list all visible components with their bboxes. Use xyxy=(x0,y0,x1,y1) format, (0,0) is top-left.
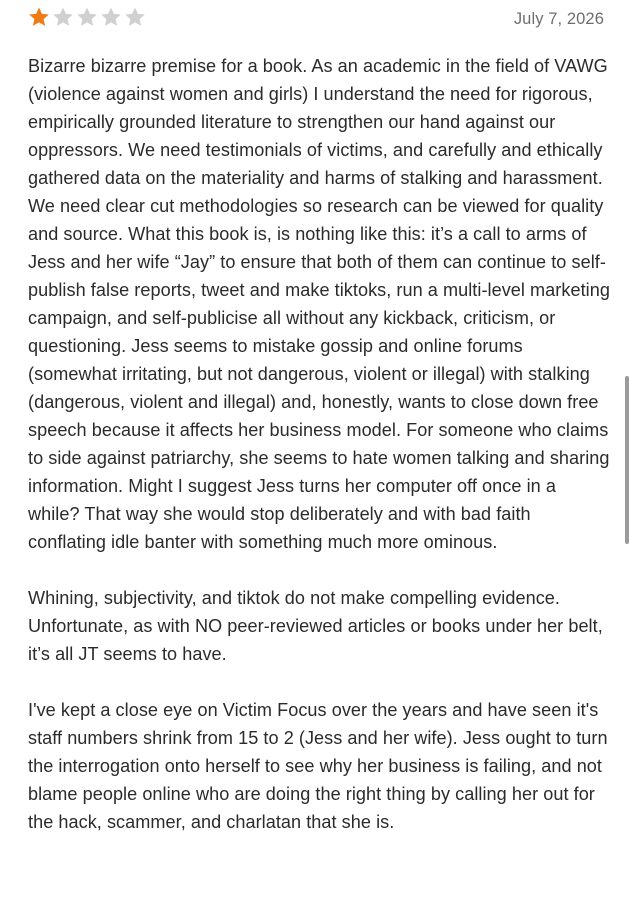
review-paragraph: Whining, subjectivity, and tiktok do not make compelling evidence. Unfortunate, as with NO peer-reviewed articles or books under her belt, it’s all JT seems to have. xyxy=(28,588,603,664)
review-paragraph: Bizarre bizarre premise for a book. As an academic in the field of VAWG (violence against women and girls) I understand the need for rigorous, empirically grounded literature to strengthen our hand against our oppressors. We need testimonials of victims, and carefully and ethically gathered data on the materiality and harms of stalking and harassment. We need clear cut methodologies so research can be viewed for quality and source. What this book is, is nothing like this: it’s a call to arms of Jess and her wife “Jay” to ensure that both of them can continue to self-publish false reports, tweet and make tiktoks, run a multi-level marketing campaign, and self-publicise all without any kickback, criticism, or questioning. Jess seems to mistake gossip and online forums (somewhat irritating, but not dangerous, violent or illegal) with stalking (dangerous, violent and illegal) and, honestly, wants to close down free speech because it affects her business model. For someone who claims to side against patriarchy, she seems to hate women talking and sharing information. Might I suggest Jess turns her computer off once in a while? That way she would stop deliberately and with bad faith conflating idle banter with something much more ominous. xyxy=(28,56,610,552)
review-body xyxy=(28,52,612,864)
star-empty-icon xyxy=(124,6,146,28)
star-empty-icon xyxy=(100,6,122,28)
review-paragraph: I've kept a close eye on Victim Focus over the years and have seen it's staff numbers shrink from 15 to 2 (Jess and her wife). Jess ought to turn the interrogation onto herself to see why her business is failing, and not blame people online who are doing the right thing by calling her out for the hack, scammer, and charlatan that she is. xyxy=(28,700,608,832)
star-empty-icon xyxy=(76,6,98,28)
star-rating xyxy=(28,6,146,28)
review-date: July 7, 2026 xyxy=(513,10,604,28)
review-header xyxy=(28,6,604,36)
star-filled-icon xyxy=(28,6,50,28)
vertical-scrollbar[interactable] xyxy=(625,376,629,544)
star-empty-icon xyxy=(52,6,74,28)
